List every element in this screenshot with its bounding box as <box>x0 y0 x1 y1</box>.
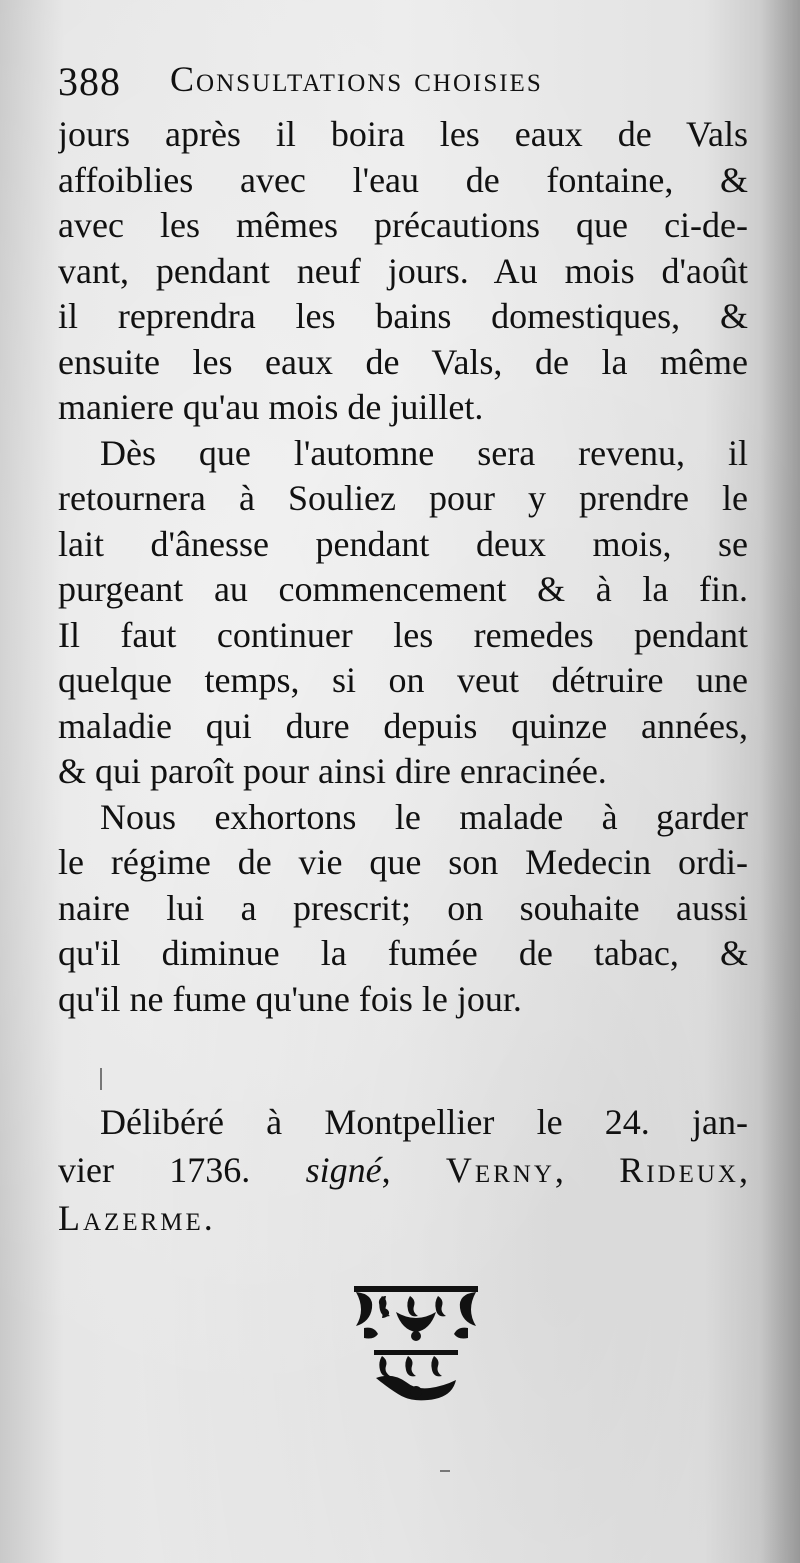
page-number: 388 <box>58 59 121 104</box>
closing-line <box>58 1194 748 1242</box>
print-speck <box>100 1068 102 1090</box>
page-edge-shadow <box>760 0 800 1563</box>
printers-ornament-icon <box>352 1282 480 1404</box>
text-line: vant, pendant neuf jours. Au mois d'août <box>58 250 748 291</box>
date-text: vier 1736. <box>58 1150 251 1190</box>
text-line: il reprendra les bains domestiques, & <box>58 296 748 336</box>
text-line: Il faut continuer les remedes pendant <box>58 614 748 655</box>
text-line: & qui paroît pour ainsi dire enracinée. <box>58 751 607 791</box>
text-line: qu'il diminue la fumée de tabac, & <box>58 933 748 973</box>
text-line: lait d'ânesse pendant deux mois, se <box>58 523 748 564</box>
paragraph-start-line: Nous exhortons le malade à garder <box>100 796 748 837</box>
signed-word: signé <box>305 1150 382 1190</box>
text-line: jours après il boira les eaux de Vals <box>58 114 748 154</box>
print-speck <box>440 1470 450 1472</box>
text-line: maniere qu'au mois de juillet. <box>58 387 484 427</box>
paragraph-start-line: Dès que l'automne sera revenu, il <box>100 432 748 473</box>
text-line: qu'il ne fume qu'une fois le jour. <box>58 978 522 1019</box>
page-header <box>58 50 748 110</box>
closing-signatories-line: vier 1736. signé, Verny, Rideux, <box>58 1150 748 1190</box>
signatory-name: Rideux <box>619 1150 739 1190</box>
closing-line: Délibéré à Montpellier le 24. jan- <box>100 1102 748 1142</box>
text-line: naire lui a prescrit; on souhaite aussi <box>58 887 748 928</box>
text-line: ensuite les eaux de Vals, de la même <box>58 341 748 382</box>
signatory-name: Verny <box>445 1150 555 1190</box>
running-title: Consultations choisies <box>170 59 543 99</box>
text-line: le régime de vie que son Medecin ordi- <box>58 842 748 882</box>
signatory-name: Lazerme. <box>58 1198 216 1238</box>
body-text <box>58 112 748 1022</box>
text-line: quelque temps, si on veut détruire une <box>58 660 748 700</box>
text-line: maladie qui dure depuis quinze années, <box>58 705 748 746</box>
text-line: retournera à Souliez pour y prendre le <box>58 478 748 518</box>
closing-signature <box>58 1098 748 1242</box>
text-line: avec les mêmes précautions que ci-de- <box>58 205 748 245</box>
text-line: affoiblies avec l'eau de fontaine, & <box>58 159 748 200</box>
text-line: purgeant au commencement & à la fin. <box>58 569 748 609</box>
